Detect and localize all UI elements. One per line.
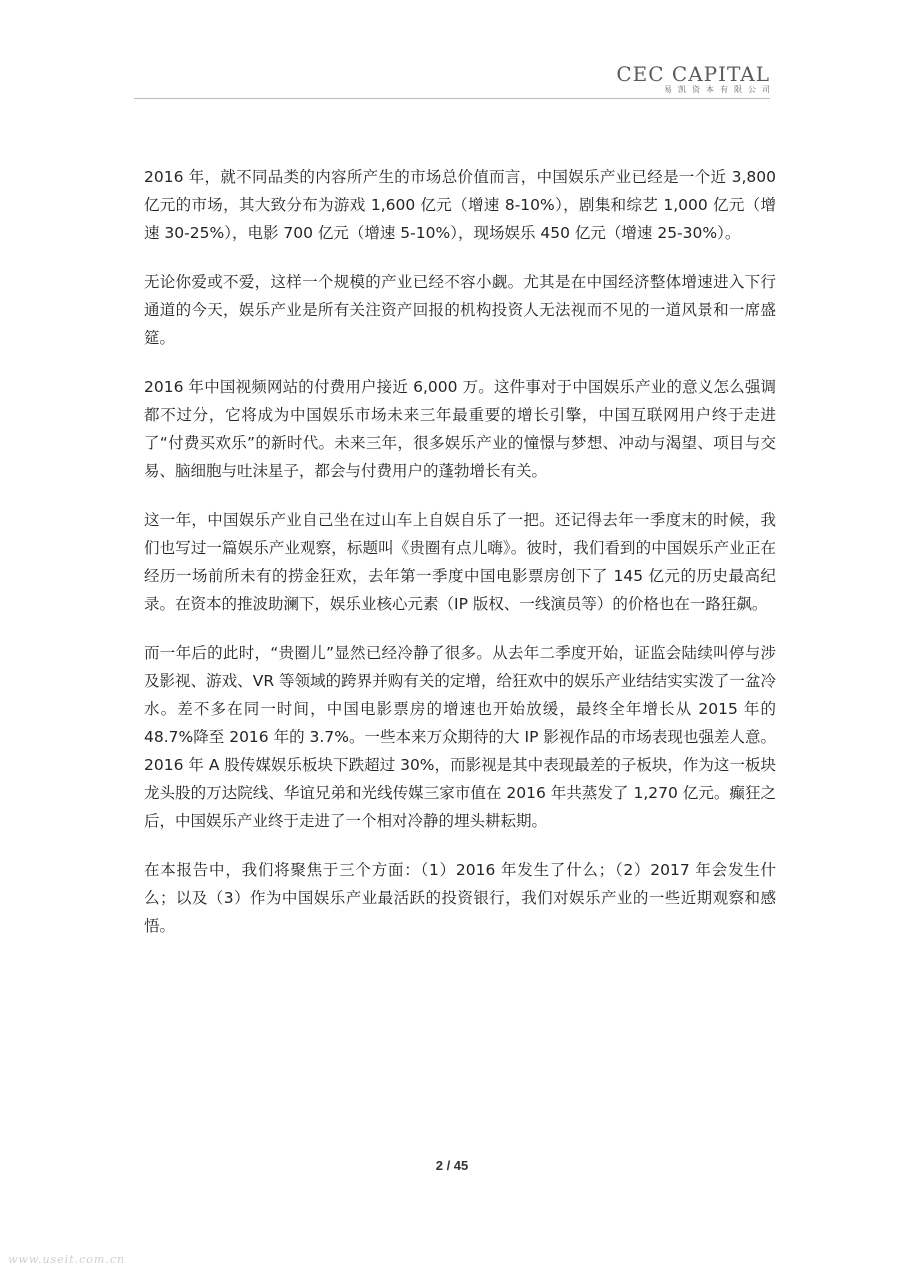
page-number: 2 / 45 bbox=[435, 1158, 469, 1173]
main-content bbox=[144, 163, 776, 961]
paragraph-paid-users: 2016 年中国视频网站的付费用户接近 6,000 万。这件事对于中国娱乐产业的意义怎么强调都不过分，它将成为中国娱乐市场未来三年最重要的增长引擎，中国互联网用户终于走进了“付费买欢乐”的新时代。未来三年，很多娱乐产业的憧憬与梦想、冲动与渴望、项目与交易、脑细胞与吐沫星子，都会与付费用户的蓬勃增长有关。 bbox=[144, 378, 776, 480]
page-header bbox=[134, 58, 776, 99]
paragraph-cooldown: 而一年后的此时，“贵圈儿”显然已经冷静了很多。从去年二季度开始，证监会陆续叫停与涉及影视、游戏、VR 等领域的跨界并购有关的定增，给狂欢中的娱乐产业结结实实泼了一盆冷水。差不多在同一时间，中国电影票房的增速也开始放缓，最终全年增长从 2015 年的 48.7%降至 2016 年的 3.7%。一些本来万众期待的大 IP 影视作品的市场表现也强差人意。2016 年 A 股传媒娱乐板块下跌超过 30%，而影视是其中表现最差的子板块，作为这一板块龙头股的万达院线、华谊兄弟和光线传媒三家市值在 2016 年共蒸发了 1,270 亿元。癫狂之后，中国娱乐产业终于走进了一个相对冷静的埋头耕耘期。 bbox=[144, 644, 776, 830]
paragraph-market-size: 2016 年，就不同品类的内容所产生的市场总价值而言，中国娱乐产业已经是一个近 3,800 亿元的市场，其大致分布为游戏 1,600 亿元（增速 8-10%），剧集和综艺 1,000 亿元（增速 30-25%），电影 700 亿元（增速 5-10%），现场娱乐 450 亿元（增速 25-30%）。 bbox=[144, 168, 776, 242]
company-logo bbox=[616, 62, 776, 95]
logo-sub-text: 易凯资本有限公司 bbox=[664, 85, 776, 94]
logo-main-text: CEC CAPITAL bbox=[616, 62, 770, 86]
watermark: www.useit.com.cn bbox=[8, 1253, 126, 1266]
paragraph-industry-importance: 无论你爱或不爱，这样一个规模的产业已经不容小觑。尤其是在中国经济整体增速进入下行通道的今天，娱乐产业是所有关注资产回报的机构投资人无法视而不见的一道风景和一席盛筵。 bbox=[144, 273, 776, 347]
paragraph-rollercoaster: 这一年，中国娱乐产业自己坐在过山车上自娱自乐了一把。还记得去年一季度末的时候，我们也写过一篇娱乐产业观察，标题叫《贵圈有点儿嗨》。彼时，我们看到的中国娱乐产业正在经历一场前所未有的捞金狂欢，去年第一季度中国电影票房创下了 145 亿元的历史最高纪录。在资本的推波助澜下，娱乐业核心元素（IP 版权、一线演员等）的价格也在一路狂飙。 bbox=[144, 511, 776, 613]
paragraph-report-focus: 在本报告中，我们将聚焦于三个方面：（1）2016 年发生了什么；（2）2017 年会发生什么；以及（3）作为中国娱乐产业最活跃的投资银行，我们对娱乐产业的一些近期观察和感悟。 bbox=[144, 861, 776, 935]
